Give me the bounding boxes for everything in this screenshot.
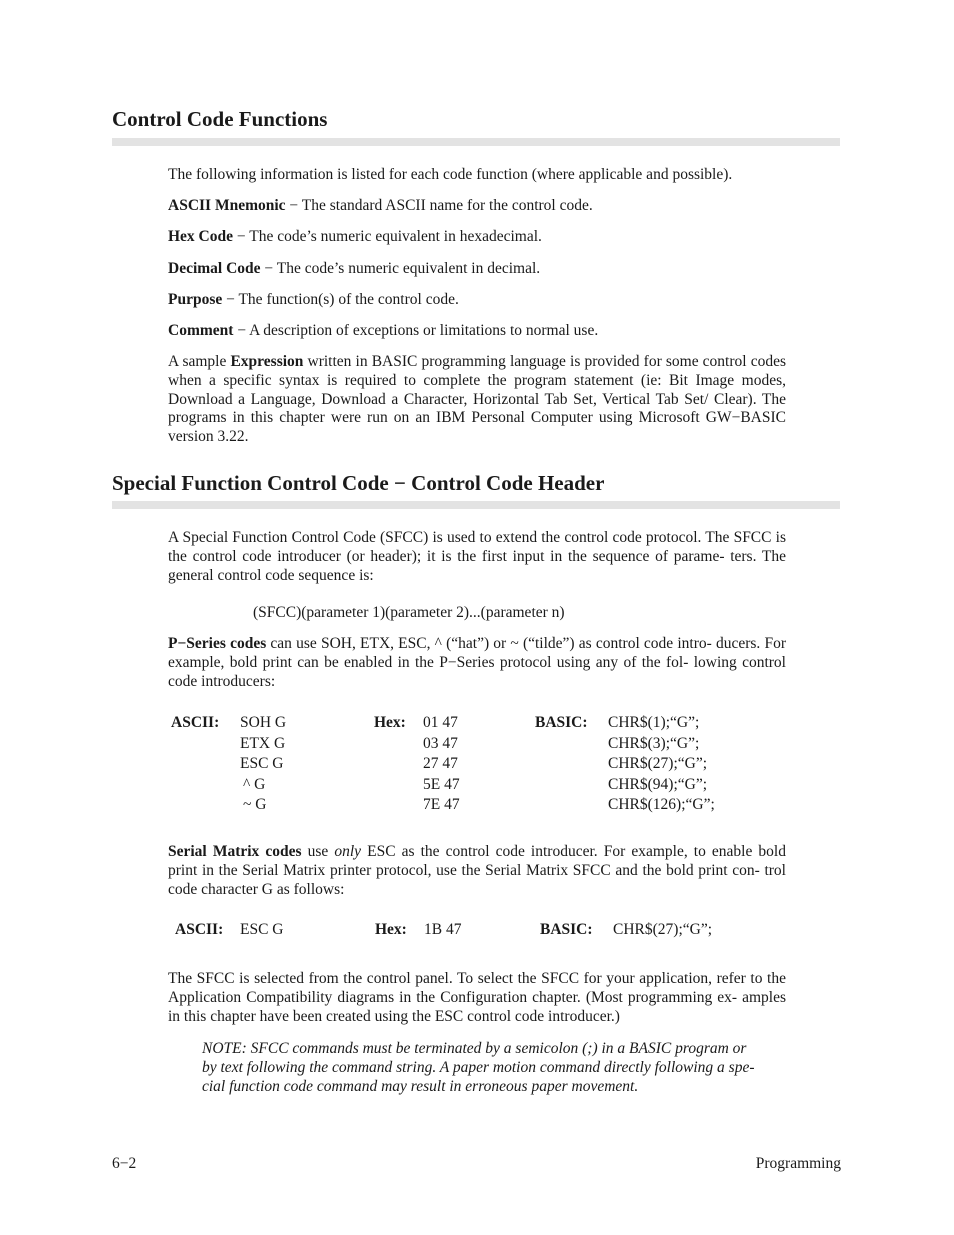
table-cell-ascii: ESC G — [240, 921, 284, 938]
definition-term: Decimal Code — [168, 260, 261, 277]
definition-text: The standard ASCII name for the control code. — [301, 197, 593, 214]
serial-matrix-paragraph — [168, 843, 786, 899]
hex-label: Hex: — [375, 921, 407, 938]
section-heading-control-code-functions: Control Code Functions — [112, 107, 328, 131]
table-cell-ascii: ESC G — [240, 755, 284, 772]
definition-term: Purpose — [168, 291, 223, 308]
definition-separator: − — [285, 197, 302, 214]
definition-decimal-code — [168, 260, 540, 278]
table-cell-basic: CHR$(27);“G”; — [608, 755, 708, 772]
table-cell-ascii: ^ G — [243, 776, 266, 793]
sample-term: Expression — [230, 353, 304, 370]
definition-ascii-mnemonic — [168, 197, 593, 215]
table-cell-hex: 03 47 — [423, 735, 458, 752]
sfcc-selection-paragraph: The SFCC is selected from the control panel. To select the SFCC for your application, refer to the Application Compatibility diagrams in the Configuration chapter. (Most programming ex- amples in this chapter have been created using the ESC control code introducer.) — [168, 970, 786, 1025]
serial-text: ESC as the control code introducer. For example, to enable bold print in the Serial Matrix printer protocol, use the Serial Matrix SFCC and the bold print con- trol code character G as follows: — [168, 843, 786, 898]
definition-separator: − — [233, 228, 250, 245]
definition-separator: − — [260, 260, 277, 277]
definition-text: The code’s numeric equivalent in hexadecimal. — [249, 228, 542, 245]
table-cell-basic: CHR$(3);“G”; — [608, 735, 700, 752]
sample-post: written in BASIC programming language is provided for some control codes when a specific syntax is required to complete the program statement (ie: Bit Image modes, Download a Language, Download a Character, Horizontal Tab Set, Vertical Tab Set/ Clear). The programs in this chapter were run on an IBM Personal Computer using Microsoft GW−BASIC version 3.22. — [168, 353, 786, 446]
table-cell-ascii: ~ G — [243, 796, 267, 813]
serial-term: Serial Matrix codes — [168, 843, 302, 860]
table-cell-hex: 01 47 — [423, 714, 458, 731]
definition-comment — [168, 322, 598, 340]
sequence-line: (SFCC)(parameter 1)(parameter 2)...(parameter n) — [253, 604, 565, 621]
definition-text: The code’s numeric equivalent in decimal. — [276, 260, 541, 277]
ascii-label: ASCII: — [175, 921, 224, 938]
definition-term: Comment — [168, 322, 234, 339]
sample-expression-paragraph — [168, 353, 786, 447]
pseries-text: can use SOH, ETX, ESC, ^ (“hat”) or ~ (“tilde”) as control code intro- ducers. For example, bold print can be enabled in the P−Series protocol using any of the fol- lowing control code introducers: — [168, 635, 787, 690]
table-cell-basic: CHR$(126);“G”; — [608, 796, 715, 813]
pseries-paragraph — [168, 635, 786, 691]
intro-paragraph: The following information is listed for each code function (where applicable and possible). — [168, 166, 733, 183]
definition-hex-code — [168, 228, 542, 246]
serial-only: only — [334, 843, 362, 860]
table-cell-hex: 7E 47 — [423, 796, 460, 813]
table-cell-ascii: SOH G — [240, 714, 287, 731]
definition-term: Hex Code — [168, 228, 234, 245]
definition-text: A description of exceptions or limitations to normal use. — [249, 322, 599, 339]
definition-separator: − — [222, 291, 239, 308]
section-heading-special-function-control-code: Special Function Control Code − Control Code Header — [112, 471, 605, 495]
definition-separator: − — [233, 322, 250, 339]
table-cell-basic: CHR$(27);“G”; — [613, 921, 713, 938]
definition-text: The function(s) of the control code. — [238, 291, 459, 308]
serial-mid: use — [301, 843, 335, 860]
hex-label: Hex: — [374, 714, 406, 731]
basic-label: BASIC: — [540, 921, 593, 938]
ascii-label: ASCII: — [171, 714, 220, 731]
sample-pre: A sample — [168, 353, 231, 370]
table-cell-hex: 27 47 — [423, 755, 458, 772]
pseries-term: P−Series codes — [168, 635, 267, 652]
sfcc-intro-paragraph: A Special Function Control Code (SFCC) is used to extend the control code protocol. The SFCC is the control code introducer (or header); it is the first input in the sequence of parame- ters. The general control code sequence is: — [168, 529, 786, 584]
table-cell-ascii: ETX G — [240, 735, 286, 752]
table-cell-basic: CHR$(94);“G”; — [608, 776, 708, 793]
heading-rule — [112, 138, 840, 146]
basic-label: BASIC: — [535, 714, 588, 731]
note-paragraph: NOTE: SFCC commands must be terminated by a semicolon (;) in a BASIC program or by text following the command string. A paper motion command directly following a spe- cial function code command may result in erroneous paper movement. — [202, 1040, 755, 1095]
footer-section-name: Programming — [755, 1155, 841, 1172]
page-number: 6−2 — [112, 1155, 137, 1172]
heading-rule — [112, 501, 840, 509]
table-cell-hex: 5E 47 — [423, 776, 460, 793]
definition-term: ASCII Mnemonic — [168, 197, 286, 214]
table-cell-basic: CHR$(1);“G”; — [608, 714, 700, 731]
definition-purpose — [168, 291, 459, 309]
table-cell-hex: 1B 47 — [424, 921, 462, 938]
